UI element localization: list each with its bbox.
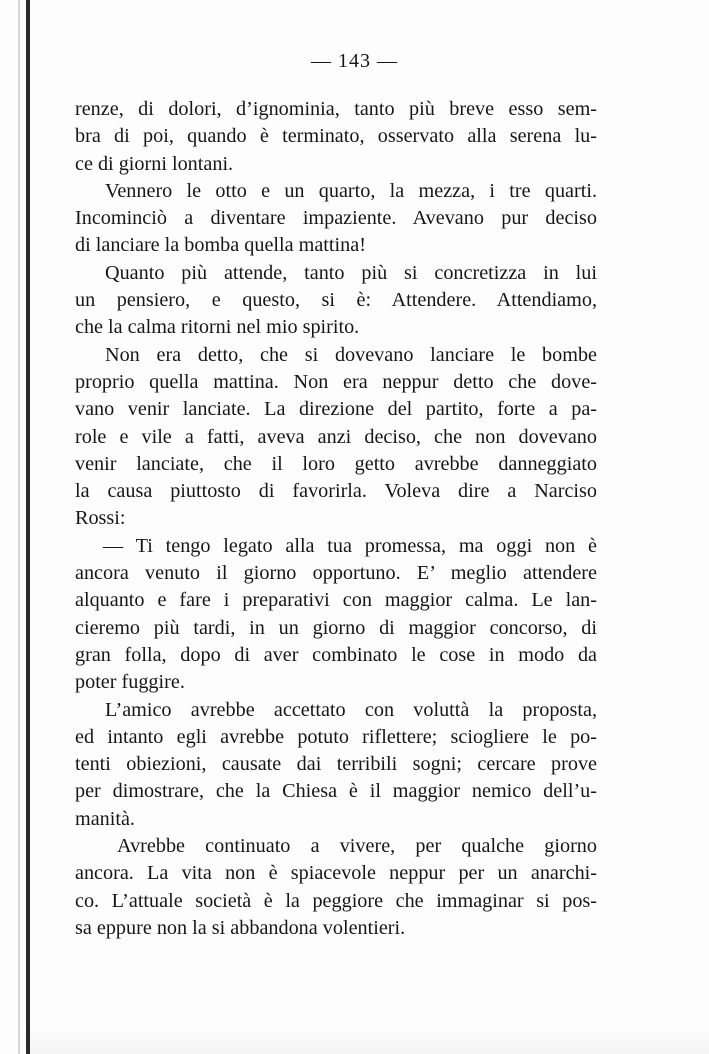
text-line: ancora venuto il giorno opportuno. E’ meglio attendere [75, 562, 597, 585]
text-line: alquanto e fare i preparativi con maggior calma. Le lan- [75, 589, 597, 612]
text-line: ancora. La vita non è spiacevole neppur per un anarchi- [75, 862, 597, 885]
text-line: Avrebbe continuato a vivere, per qualche giorno [117, 835, 597, 858]
text-line: Vennero le otto e un quarto, la mezza, i tre quarti. [105, 179, 597, 202]
text-line: gran folla, dopo di aver combinato le cose in modo da [75, 643, 597, 666]
page-gutter-shadow [18, 0, 20, 1054]
text-line: L’amico avrebbe accettato con voluttà la proposta, [105, 698, 597, 721]
text-line: Non era detto, che si dovevano lanciare le bombe [105, 343, 597, 366]
text-line: co. L’attuale società è la peggiore che immaginar si pos- [75, 889, 597, 912]
page-binding-edge [26, 0, 30, 1054]
text-line: — Ti tengo legato alla tua promessa, ma oggi non è [103, 534, 597, 557]
text-line: cieremo più tardi, in un giorno di maggior concorso, di [75, 616, 597, 639]
text-line: manità. [75, 807, 135, 830]
text-line: role e vile a fatti, aveva anzi deciso, che non dovevano [75, 425, 597, 448]
body-text [75, 96, 597, 942]
page-bottom-shade [30, 1026, 709, 1054]
text-line: un pensiero, e questo, si è: Attendere. Attendiamo, [75, 289, 597, 312]
text-line: ed intanto egli avrebbe potuto riflettere; sciogliere le po- [75, 725, 597, 748]
text-line: Quanto più attende, tanto più si concretizza in lui [105, 261, 597, 284]
text-line: Rossi: [75, 507, 126, 530]
text-line: bra di poi, quando è terminato, osservato alla serena lu- [75, 125, 597, 148]
text-line: ce di giorni lontani. [75, 152, 234, 175]
text-line: proprio quella mattina. Non era neppur detto che dove- [75, 370, 597, 393]
text-line: poter fuggire. [75, 671, 185, 694]
page-number: — 143 — [311, 50, 398, 72]
text-line: Incominciò a diventare impaziente. Avevano pur deciso [75, 207, 597, 230]
text-line: per dimostrare, che la Chiesa è il maggior nemico dell’u- [75, 780, 597, 803]
text-line: renze, di dolori, d’ignominia, tanto più breve esso sem- [75, 98, 597, 120]
text-line: venir lanciate, che il loro getto avrebbe danneggiato [75, 452, 597, 475]
text-line: di lanciare la bomba quella mattina! [75, 234, 366, 257]
text-line: vano venir lanciate. La direzione del partito, forte a pa- [75, 398, 597, 421]
text-line: la causa piuttosto di favorirla. Voleva dire a Narciso [75, 480, 597, 503]
text-line: sa eppure non la si abbandona volentieri. [75, 916, 406, 939]
text-line: tenti obiezioni, causate dai terribili sogni; cercare prove [75, 753, 597, 776]
text-line: che la calma ritorni nel mio spirito. [75, 316, 360, 339]
